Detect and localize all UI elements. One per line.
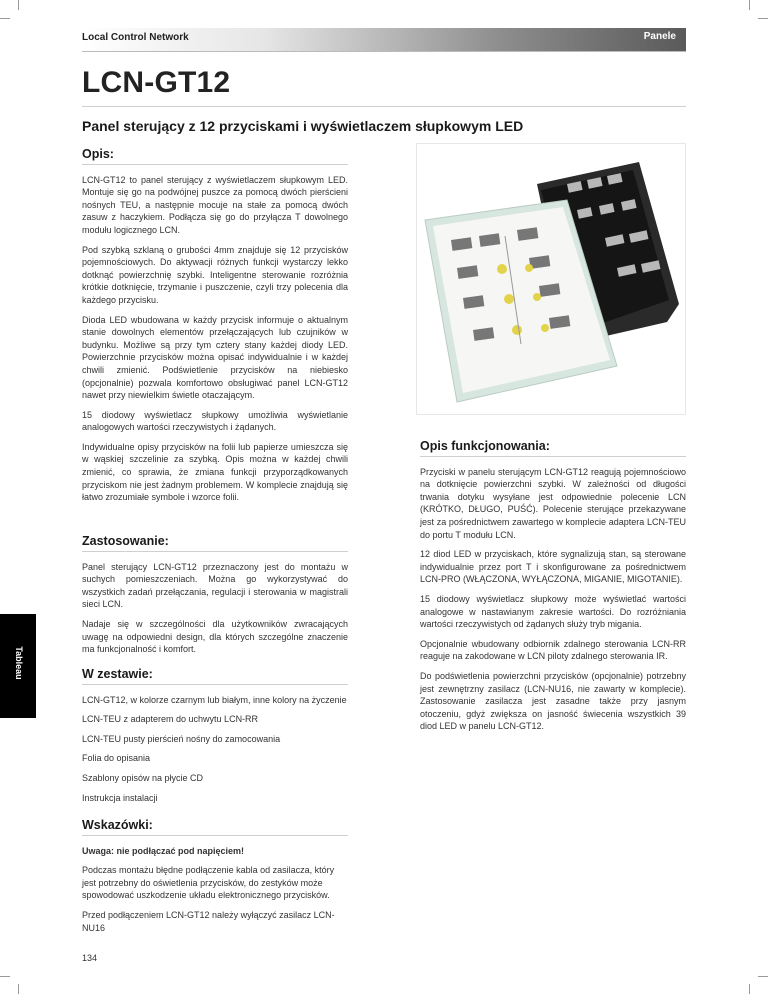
paragraph: Podczas montażu błędne podłączenie kabla od zasilacza, który jest potrzebny do oświetlenia przycisków, do zestyków może spowodować uszkodzenie układu elektronicznego przycisków. xyxy=(82,865,335,901)
title-rule xyxy=(82,106,686,107)
header-category: Panele xyxy=(643,31,676,42)
list-item: Instrukcja instalacji xyxy=(82,792,158,803)
side-tab xyxy=(0,614,36,718)
section-heading: Opis: xyxy=(82,147,114,161)
paragraph: Opcjonalnie wbudowany odbiornik zdalnego sterowania LCN-RR reaguje na zakodowane w LCN piloty zdalnego sterowania IR. xyxy=(420,638,686,662)
crop-mark xyxy=(749,0,750,10)
crop-mark xyxy=(18,0,19,10)
list-item: LCN-TEU z adapterem do uchwytu LCN-RR xyxy=(82,714,259,725)
section-heading: Opis funkcjonowania: xyxy=(420,439,550,453)
section-rule xyxy=(82,164,348,165)
paragraph: Indywidualne opisy przycisków na folii lub papierze umieszcza się w wąskiej szczelinie za szybką. Opis można w każdej chwili zmienić, co sprawia, że zmiana funkcji przyporządkowanych przyciskom nie jest żadnym problemem. W komplecie znajdują się łatwo zrozumiałe symbole i wzorce folii. xyxy=(82,441,348,503)
crop-mark xyxy=(758,18,768,19)
side-tab-label: Tableau xyxy=(14,646,24,680)
list-item: Folia do opisania xyxy=(82,753,151,764)
section-heading: W zestawie: xyxy=(82,667,153,681)
paragraph: Do podświetlenia powierzchni przycisków (opcjonalnie) potrzebny jest zewnętrzny zasilacz (LCN-NU16, nie zawarty w komplecie). Zastosowanie zasilacza jest zasadne także przy jasnym otoczeniu, gdyż zwiększa on jasność świecenia wszystkich 39 diod LED w panelu LCN-GT12. xyxy=(420,670,686,732)
crop-mark xyxy=(0,18,10,19)
paragraph: Dioda LED wbudowana w każdy przycisk informuje o aktualnym stanie dowolnych elementów przełączających lub czujników w budynku. Możliwe są przy tym cztery stany każdej diody LED. Powierzchnie przycisków można opisać indywidualnie i w każdej chwili zmienić. Podświetlenie przycisków na niebiesko (opcjonalnie) pozwala komfortowo obsługiwać panel LCN-GT12 nawet przy niewielkim świetle otaczającym. xyxy=(82,314,348,401)
paragraph: Przyciski w panelu sterującym LCN-GT12 reagują pojemnościowo na dotknięcie powierzchni szybki. W zależności od długości trwania dotyku wysyłane jest odpowiednie polecenie LCN (KRÓTKO, DŁUGO, PUŚĆ). Polecenie sterujące przekazywane jest za pośrednictwem zawartego w komplecie adaptera LCN-TEU do portu T modułu LCN. xyxy=(420,466,686,540)
zestaw-section xyxy=(82,668,348,811)
header-bar xyxy=(82,28,686,51)
paragraph: Panel sterujący LCN-GT12 przeznaczony jest do montażu w suchych pomieszczeniach. Można go wykorzystywać do wszystkich zadań przełączania, regulacji i sterowania w magistrali sieci LCN. xyxy=(82,561,348,610)
warning-text: Uwaga: nie podłączać pod napięciem! xyxy=(82,845,245,856)
header-rule xyxy=(82,51,686,52)
list-item: LCN-GT12, w kolorze czarnym lub białym, inne kolory na życzenie xyxy=(82,694,347,705)
paragraph: 15 diodowy wyświetlacz słupkowy umożliwia wyświetlanie analogowych wartości rzeczywistych i żądanych. xyxy=(82,409,348,433)
section-heading: Wskazówki: xyxy=(82,818,153,832)
zastosowanie-section xyxy=(82,535,348,663)
product-photo xyxy=(416,143,686,415)
crop-mark xyxy=(18,984,19,994)
page-title: LCN-GT12 xyxy=(82,66,231,99)
list-item: Szablony opisów na płycie CD xyxy=(82,772,204,783)
section-heading: Zastosowanie: xyxy=(82,534,169,548)
paragraph: LCN-GT12 to panel sterujący z wyświetlaczem słupkowym LED. Montuje się go na podwójnej puszce za pomocą dwóch pierścieni nośnych TEU, a następnie mocuje na stałe za pomocą dwóch zasuw z haczykiem. Podłącza się go do przyłącza T dowolnego modułu logicznego LCN. xyxy=(82,174,348,235)
crop-mark xyxy=(0,976,10,977)
opis-section xyxy=(82,148,348,511)
section-rule xyxy=(82,835,348,836)
section-rule xyxy=(420,456,686,457)
funkcjonowanie-section xyxy=(420,440,686,740)
paragraph: Pod szybką szklaną o grubości 4mm znajduje się 12 przycisków pojemnościowych. Do aktywacji różnych funkcji wystarczy lekko dotknąć powierzchnię szybki. Inteligentne sterowanie rozróżnia krótkie dotknięcie, trzymanie i puszczenie, czyli trzy polecenia dla każdego przycisku. xyxy=(82,244,348,305)
crop-mark xyxy=(749,984,750,994)
paragraph: 12 diod LED w przyciskach, które sygnalizują stan, są sterowane indywidualnie przez port T i skonfigurowane za pośrednictwem LCN-PRO (WŁĄCZONA, WYŁĄCZONA, MIGANIE, MIGOTANIE). xyxy=(420,549,686,585)
paragraph: Nadaje się w szczególności dla użytkowników zwracających uwagę na odpowiedni design, dla których szczególne znaczenie ma funkcjonalność i komfort. xyxy=(82,618,348,655)
crop-mark xyxy=(758,976,768,977)
paragraph: 15 diodowy wyświetlacz słupkowy może wyświetlać wartości analogowe w nastawianym zakresie wartości. Do rozróżniania wartości rzeczywistych od żądanych służy tryb migania. xyxy=(420,593,686,630)
header-section: Local Control Network xyxy=(82,32,189,43)
wskazowki-section xyxy=(82,819,348,941)
section-rule xyxy=(82,684,348,685)
paragraph: Przed podłączeniem LCN-GT12 należy wyłączyć zasilacz LCN-NU16 xyxy=(82,909,335,933)
page-subtitle: Panel sterujący z 12 przyciskami i wyświetlaczem słupkowym LED xyxy=(82,118,524,134)
page-number: 134 xyxy=(82,953,98,963)
section-rule xyxy=(82,551,348,552)
product-image xyxy=(417,144,685,414)
list-item: LCN-TEU pusty pierścień nośny do zamocowania xyxy=(82,733,281,744)
